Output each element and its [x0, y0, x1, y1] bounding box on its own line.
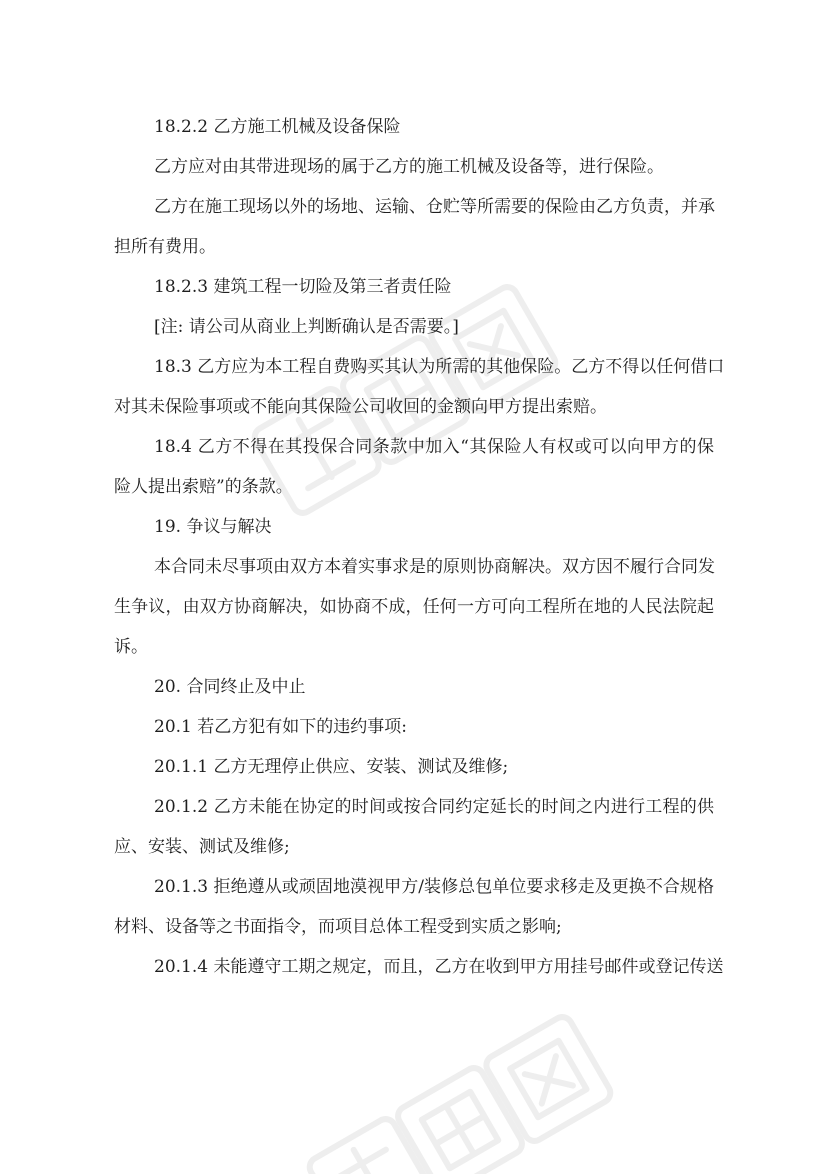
section-19-heading: 19. 争议与解决: [154, 517, 272, 537]
clause-20-1-2-line-1: 20.1.2 乙方未能在协定的时间或按合同约定延长的时间之内进行工程的供: [154, 797, 714, 817]
clause-18-2-2-para-2-line-1: 乙方在施工现场以外的场地、运输、仓贮等所需要的保险由乙方负责，并承: [154, 197, 715, 217]
clause-18-3-line-2: 对其未保险事项或不能向其保险公司收回的金额向甲方提出索赔。: [114, 397, 607, 417]
clause-20-1-2-line-2: 应、安装、测试及维修;: [114, 837, 290, 857]
clause-18-2-2-heading: 18.2.2 乙方施工机械及设备保险: [154, 117, 401, 137]
section-19-para-line-1: 本合同未尽事项由双方本着实事求是的原则协商解决。双方因不履行合同发: [154, 557, 715, 577]
clause-20-1-1: 20.1.1 乙方无理停止供应、安装、测试及维修;: [154, 757, 509, 777]
clause-18-2-3-note: [注: 请公司从商业上判断确认是否需要。]: [154, 317, 459, 337]
clause-18-4-line-1: 18.4 乙方不得在其投保合同条款中加入“其保险人有权或可以向甲方的保: [154, 437, 714, 457]
section-20-heading: 20. 合同终止及中止: [154, 677, 306, 697]
clause-20-1-3-line-1: 20.1.3 拒绝遵从或顽固地漠视甲方/装修总包单位要求移走及更换不合规格: [154, 877, 714, 897]
clause-18-4-line-2: 险人提出索赔”的条款。: [114, 477, 293, 497]
clause-20-1-4-line-1: 20.1.4 未能遵守工期之规定，而且，乙方在收到甲方用挂号邮件或登记传送: [154, 957, 724, 977]
clause-18-2-2-para-1: 乙方应对由其带进现场的属于乙方的施工机械及设备等，进行保险。: [154, 157, 664, 177]
clause-18-2-2-para-2-line-2: 担所有费用。: [114, 237, 216, 257]
clause-18-3-line-1: 18.3 乙方应为本工程自费购买其认为所需的其他保险。乙方不得以任何借口: [154, 357, 725, 377]
section-19-para-line-3: 诉。: [114, 637, 148, 657]
clause-18-2-3-heading: 18.2.3 建筑工程一切险及第三者责任险: [154, 277, 452, 297]
clause-20-1: 20.1 若乙方犯有如下的违约事项:: [154, 717, 407, 737]
document-body: [114, 107, 725, 987]
clause-20-1-3-line-2: 材料、设备等之书面指令，而项目总体工程受到实质之影响;: [114, 917, 562, 937]
section-19-para-line-2: 生争议，由双方协商解决，如协商不成，任何一方可向工程所在地的人民法院起: [114, 597, 714, 617]
